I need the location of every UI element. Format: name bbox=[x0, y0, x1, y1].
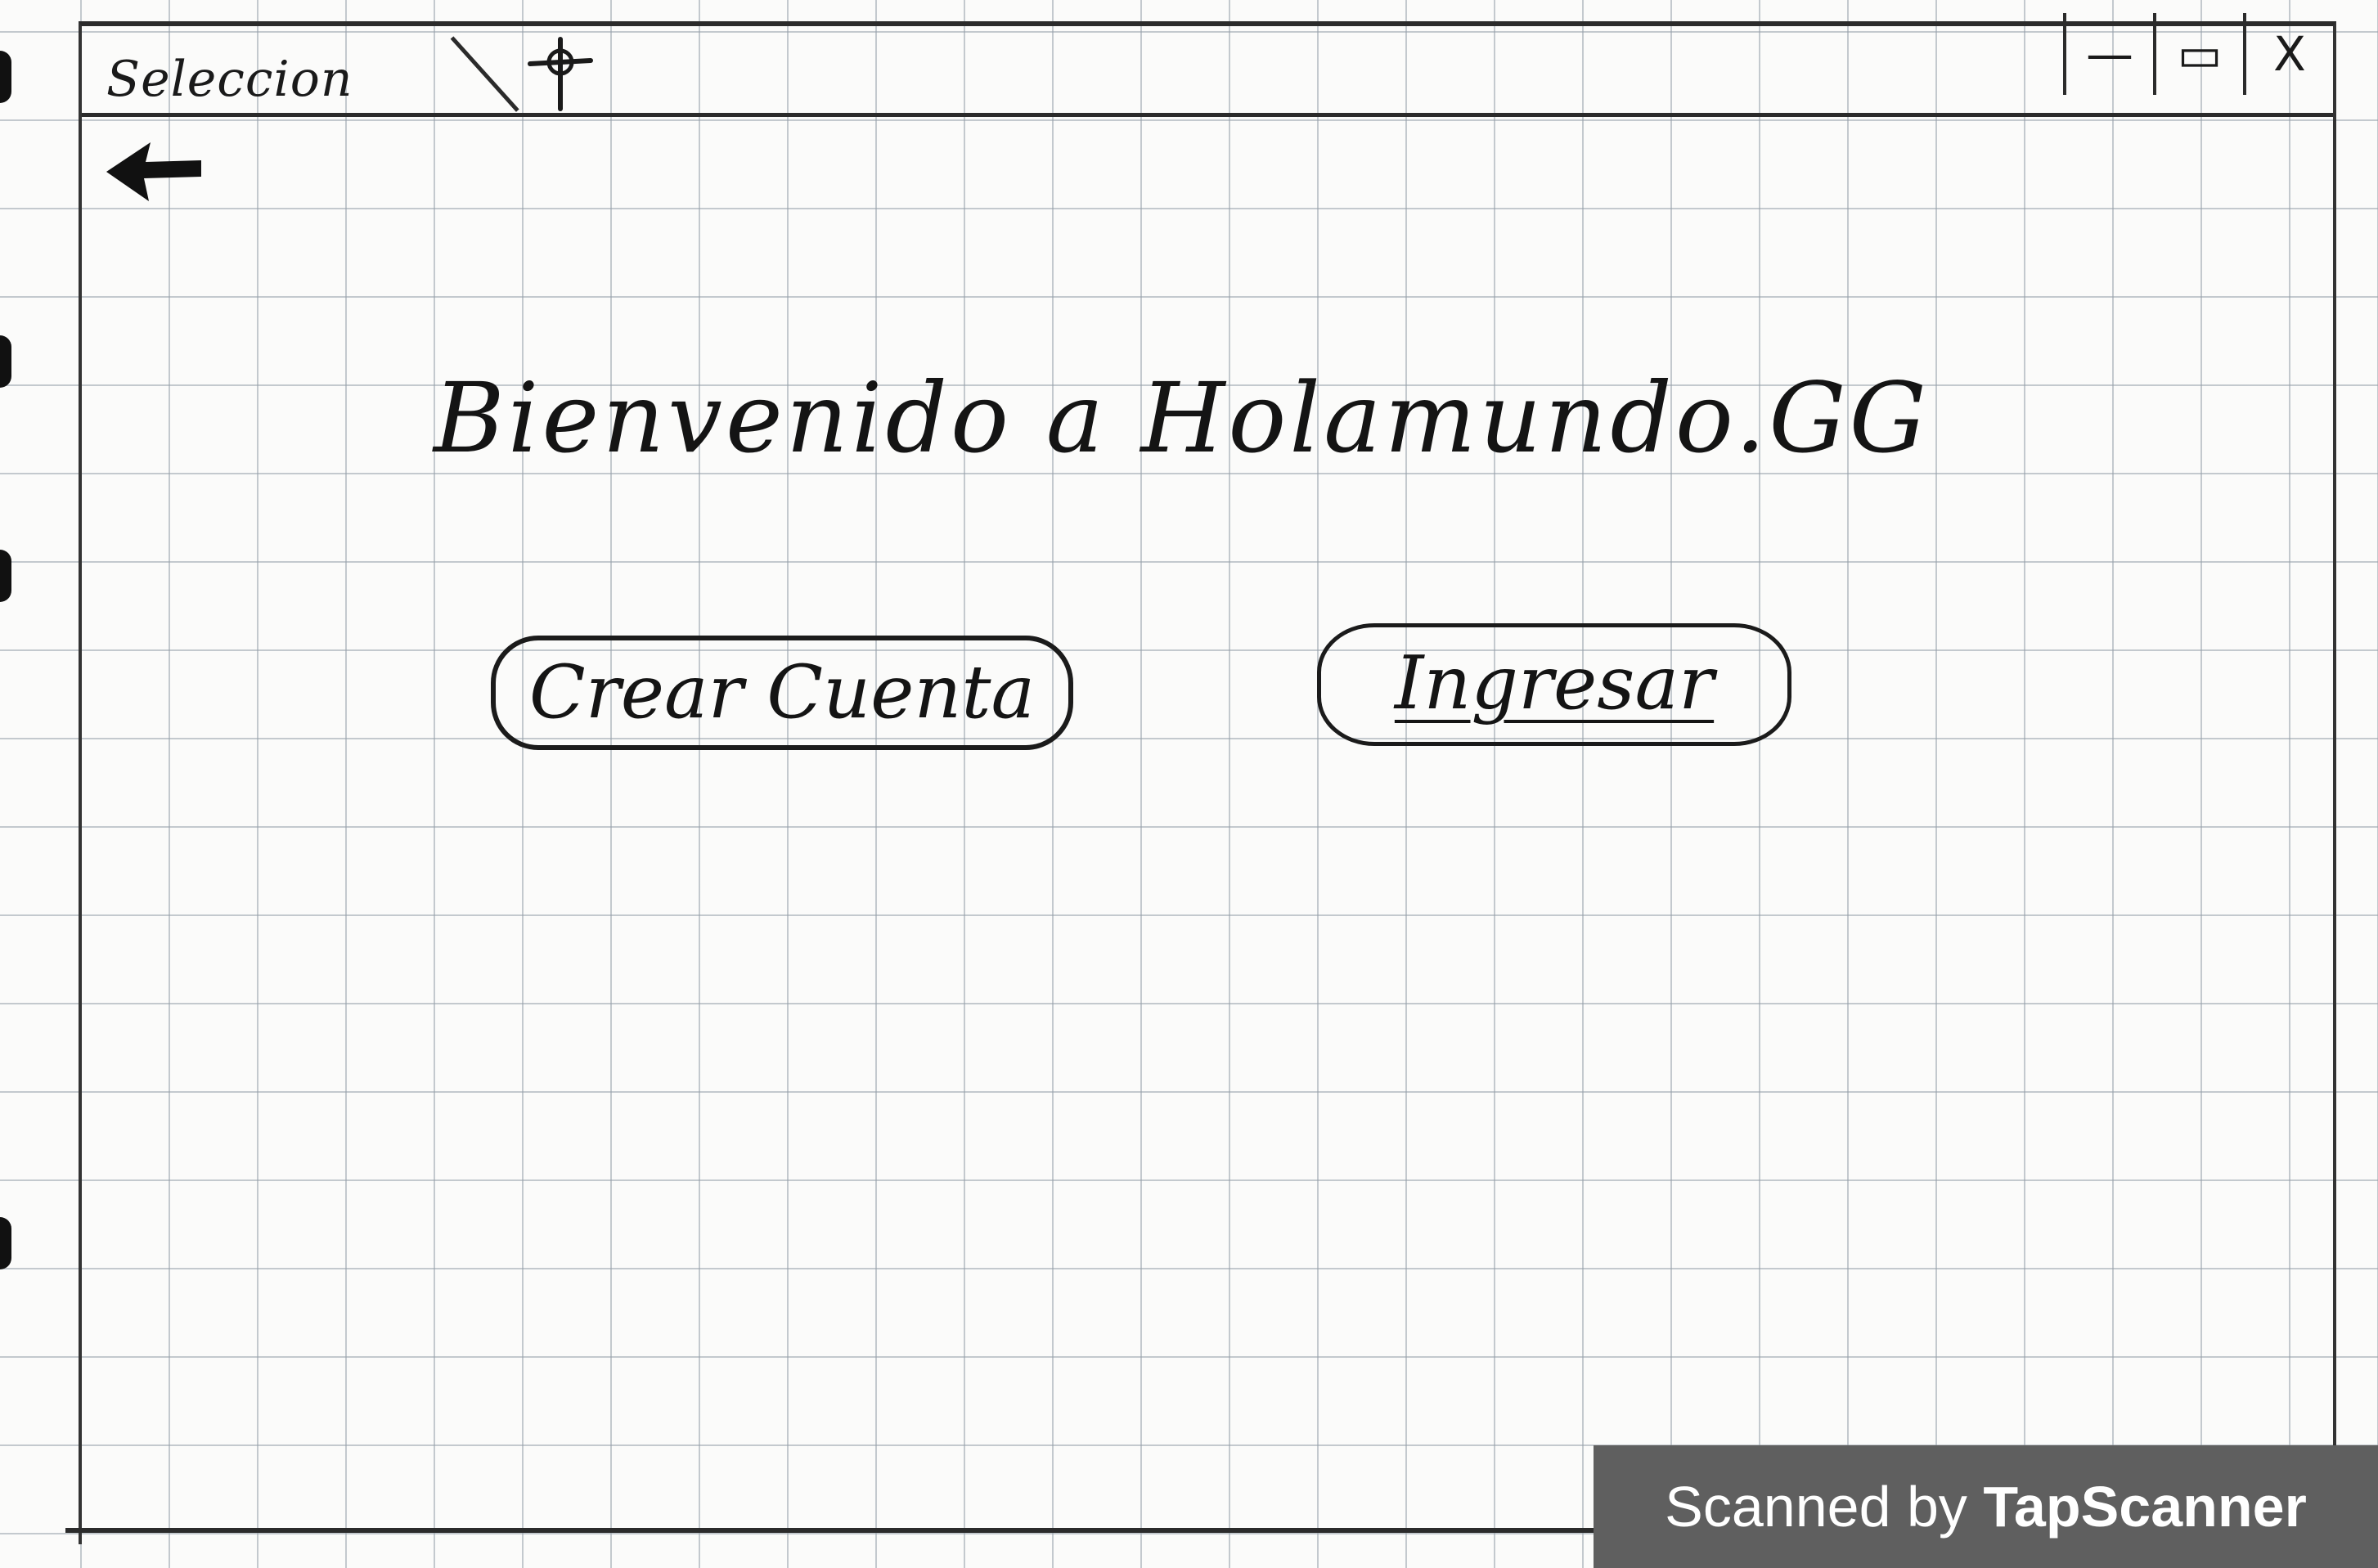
welcome-title: Bienvenido a Holamundo.GG bbox=[434, 362, 1930, 474]
watermark-prefix: Scanned by bbox=[1665, 1475, 1984, 1539]
maximize-button[interactable]: ▭ bbox=[2153, 13, 2243, 95]
binder-hole bbox=[0, 51, 11, 103]
binder-hole bbox=[0, 1217, 11, 1269]
page-bottom-line bbox=[65, 1528, 1701, 1533]
plus-icon-svg bbox=[515, 31, 605, 113]
login-button[interactable] bbox=[1317, 623, 1791, 746]
app-window bbox=[79, 21, 2336, 1544]
tab-seleccion[interactable]: Seleccion bbox=[106, 51, 353, 108]
minimize-button[interactable]: — bbox=[2063, 13, 2153, 95]
login-button-label: Ingresar bbox=[1394, 640, 1715, 726]
create-account-button[interactable]: Crear Cuenta bbox=[491, 636, 1073, 750]
plus-icon[interactable] bbox=[515, 31, 605, 113]
back-arrow-icon[interactable] bbox=[100, 124, 206, 206]
close-button[interactable]: X bbox=[2243, 13, 2333, 95]
watermark-brand: TapScanner bbox=[1983, 1475, 2307, 1539]
binder-hole bbox=[0, 335, 11, 388]
scanner-watermark bbox=[1594, 1445, 2378, 1568]
binder-hole bbox=[0, 550, 11, 602]
tab-bar bbox=[82, 26, 2333, 117]
back-arrow-svg bbox=[100, 124, 206, 206]
window-controls bbox=[2063, 5, 2333, 103]
